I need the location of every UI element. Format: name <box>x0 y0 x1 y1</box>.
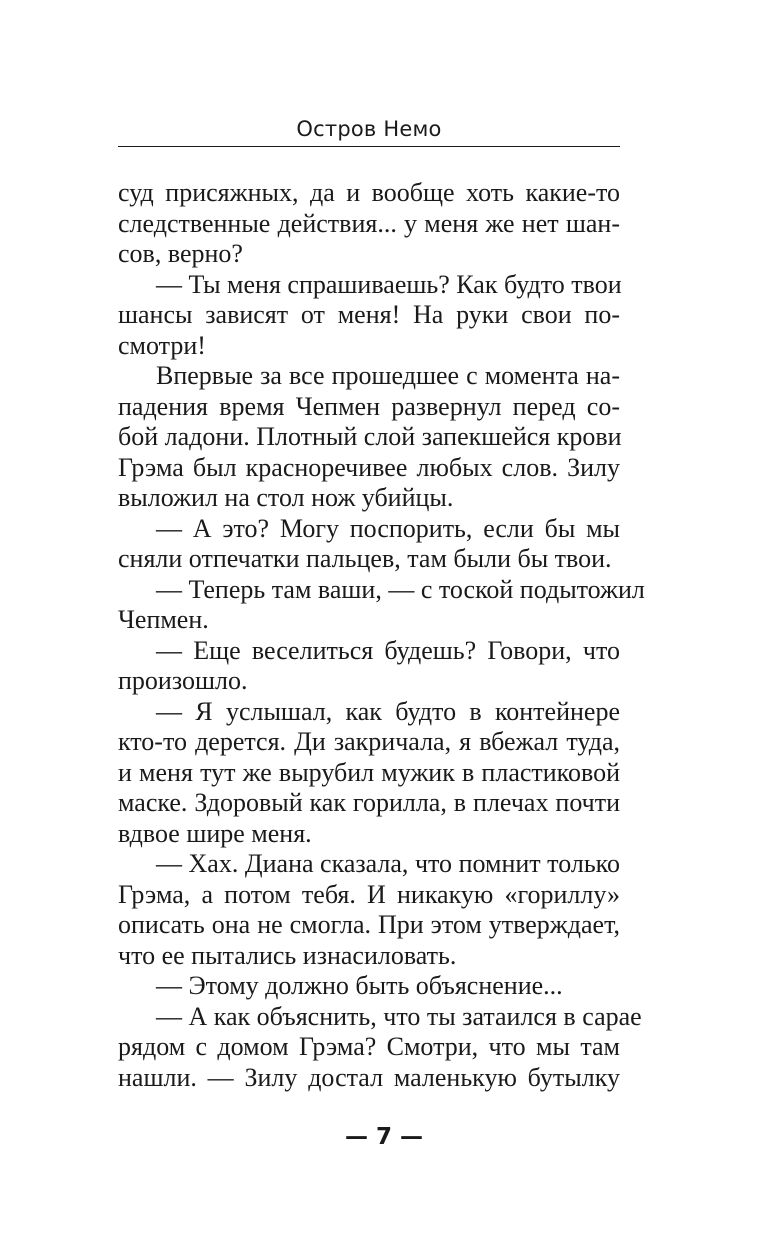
text-line: — Ты меня спрашиваешь? Как будто твои <box>156 269 622 299</box>
text-line: сов, верно? <box>118 239 243 268</box>
text-line: суд присяжных, да и вообще хоть какие-то <box>118 178 620 207</box>
text-line: — Теперь там ваши, — с тоской подытожил <box>156 574 645 604</box>
text-line: бой ладони. Плотный слой запекшейся крови <box>118 422 622 451</box>
text-line: Впервые за все прошедшее с момента на- <box>156 361 620 390</box>
running-head: Остров Немо <box>296 117 442 141</box>
text-line: произошло. <box>118 666 248 695</box>
text-line: Чепмен. <box>118 605 209 634</box>
text-line: рядом с домом Грэма? Смотри, что мы там <box>118 1032 620 1061</box>
text-line: падения время Чепмен развернул перед со- <box>118 391 620 421</box>
text-line: выложил на стол нож убийцы. <box>118 483 454 512</box>
text-line: шансы зависят от меня! На руки свои по- <box>118 300 620 329</box>
text-line: — Этому должно быть объяснение... <box>156 971 563 1000</box>
text-line: следственные действия... у меня же нет шан- <box>118 208 620 238</box>
text-line: описать она не смогла. При этом утверждает, <box>118 910 620 939</box>
body-text <box>118 178 645 1093</box>
text-line: и меня тут же вырубил мужик в пластиковой <box>118 757 620 787</box>
text-line: что ее пытались изнасиловать. <box>118 940 457 970</box>
text-line: — Хах. Диана сказала, что помнит только <box>156 849 620 878</box>
text-line: смотри! <box>118 330 206 360</box>
text-line: — Еще веселиться будешь? Говори, что <box>156 635 620 665</box>
text-line: кто-то дерется. Ди закричала, я вбежал туда, <box>118 727 620 756</box>
text-line: — Я услышал, как будто в контейнере <box>156 696 620 726</box>
text-line: Грэма, а потом тебя. И никакую «гориллу» <box>118 879 620 909</box>
text-line: сняли отпечатки пальцев, там были бы твои. <box>118 544 612 573</box>
text-line: вдвое шире меня. <box>118 818 312 848</box>
text-line: — А это? Могу поспорить, если бы мы <box>156 513 620 543</box>
text-line: нашли. — Зилу достал маленькую бутылку <box>118 1062 620 1092</box>
text-line: — А как объяснить, что ты затаился в сарае <box>156 1001 642 1031</box>
text-line: Грэма был красноречивее любых слов. Зилу <box>118 452 620 482</box>
header-rule <box>118 146 620 147</box>
text-line: маске. Здоровый как горилла, в плечах почти <box>118 788 620 817</box>
page-number: — 7 — <box>344 1124 424 1150</box>
